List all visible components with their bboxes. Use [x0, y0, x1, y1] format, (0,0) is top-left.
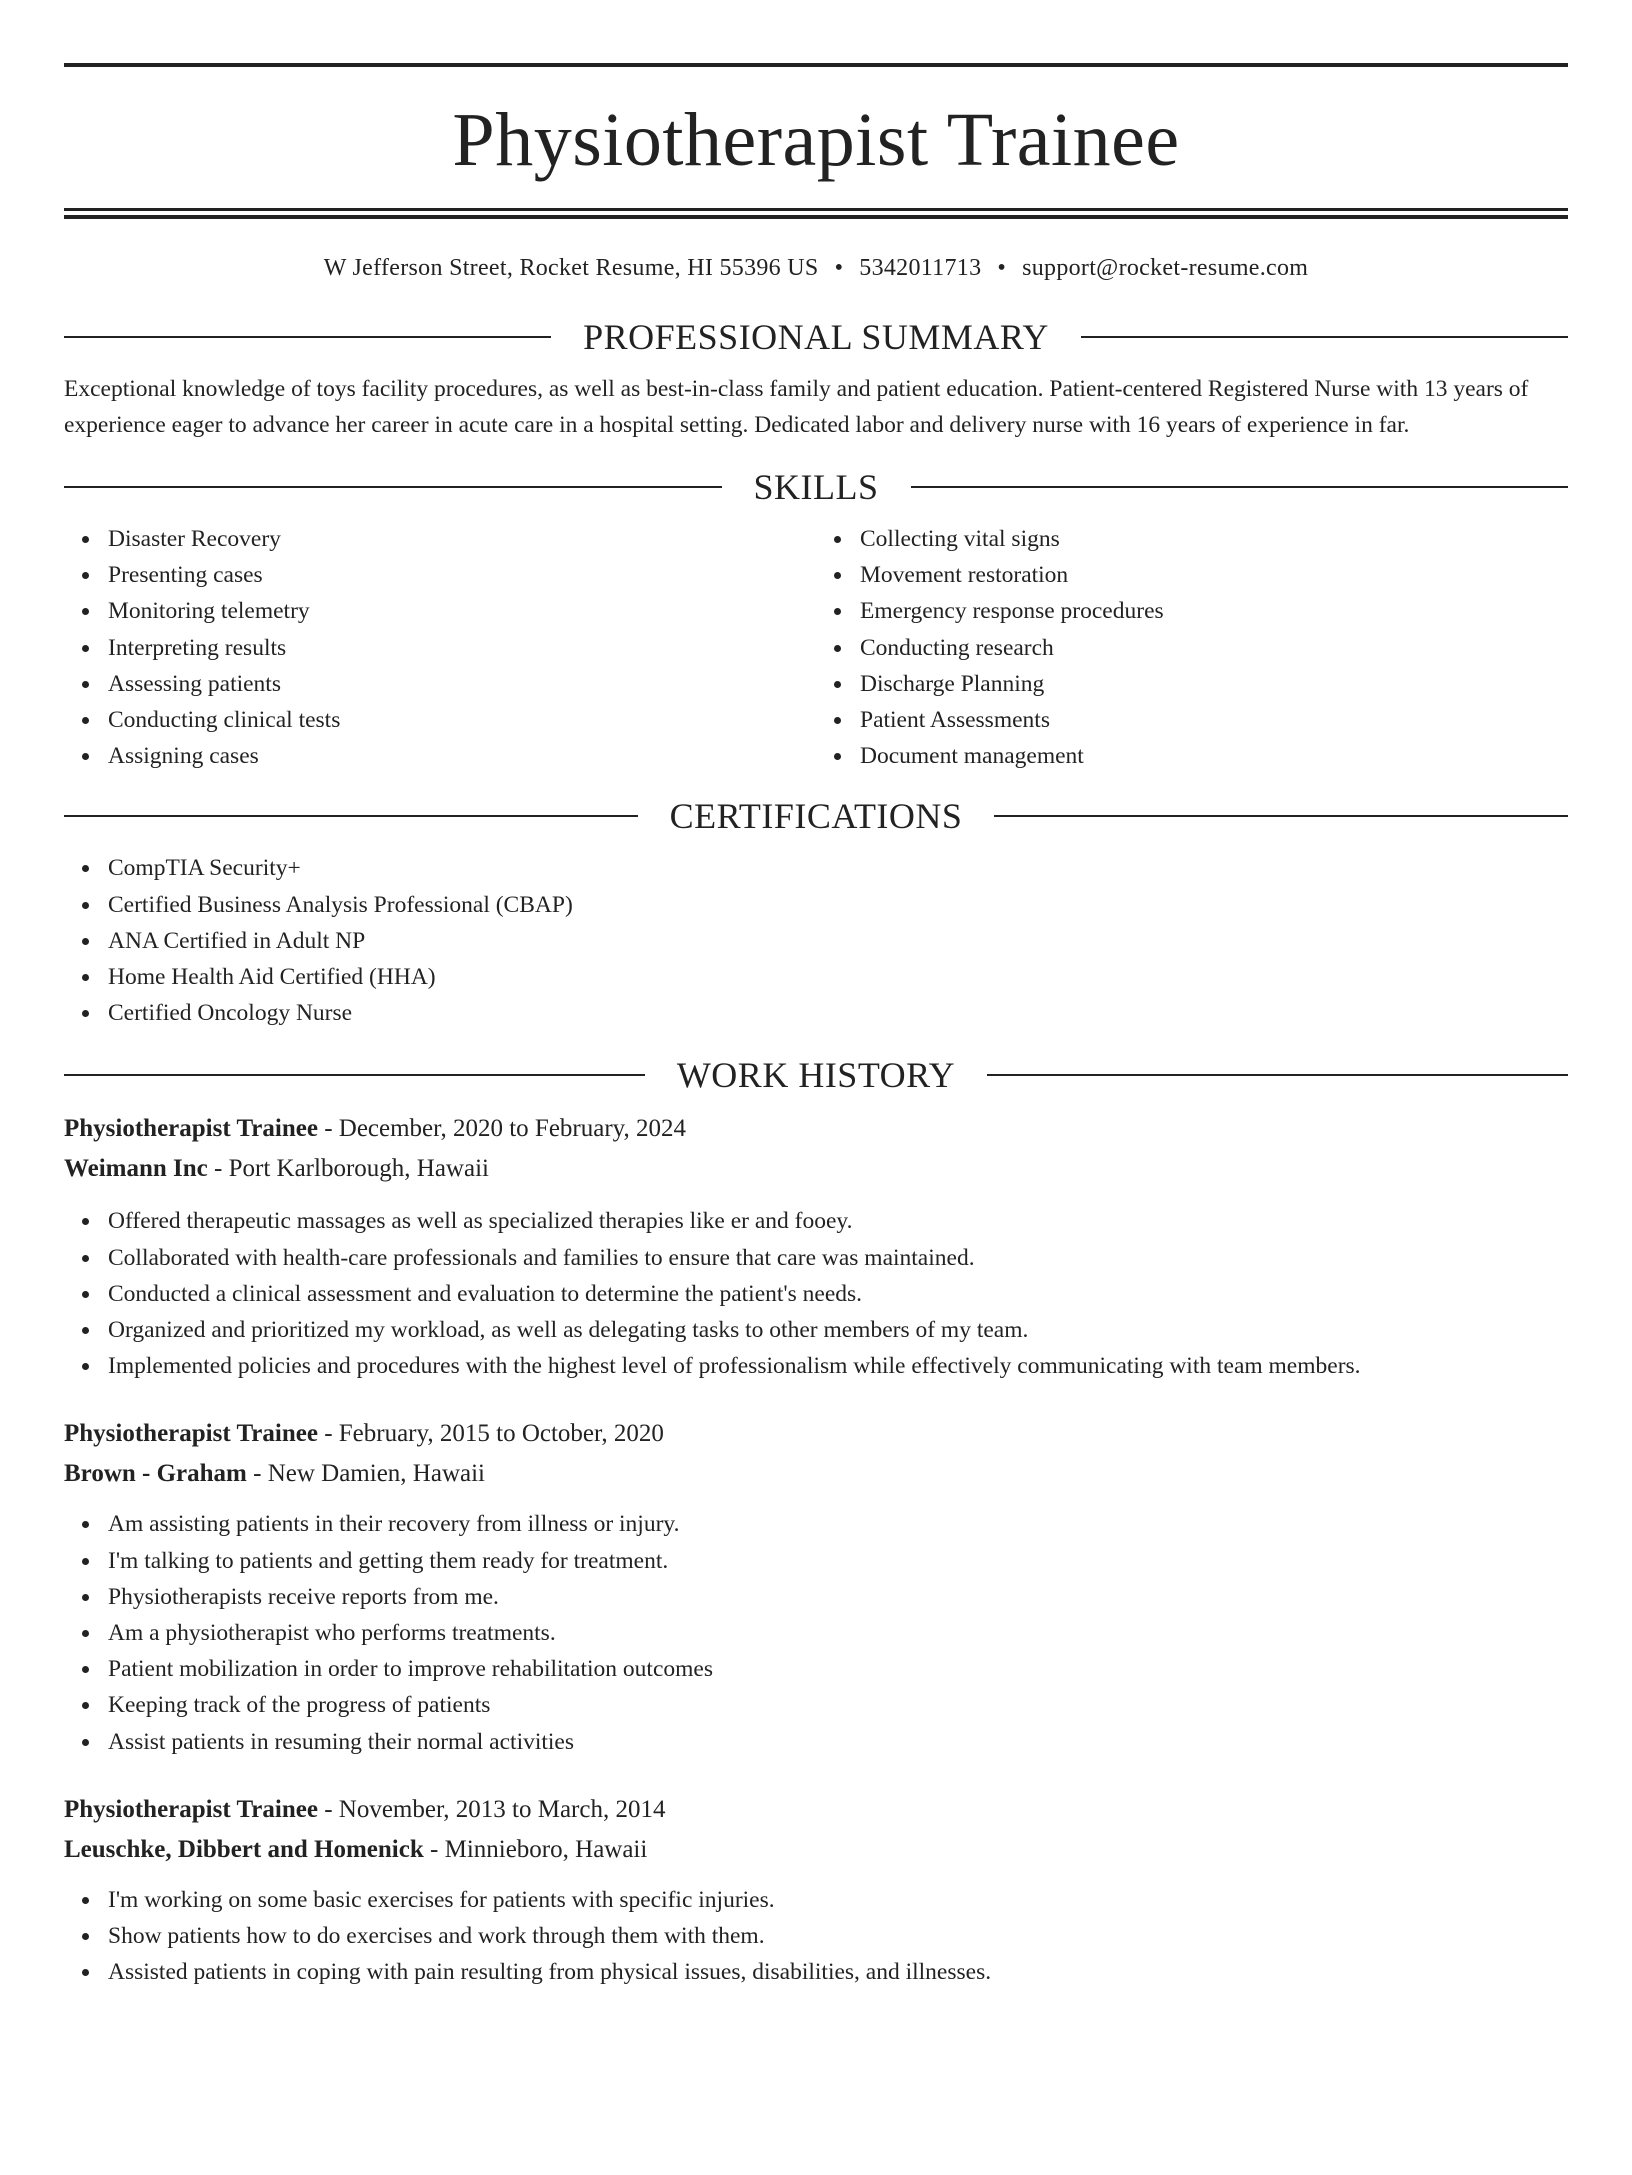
summary-heading-label: PROFESSIONAL SUMMARY	[583, 317, 1049, 357]
heading-rule-right	[911, 486, 1569, 488]
job-bullet: Conducted a clinical assessment and evaluation to determine the patient's needs.	[108, 1276, 1568, 1312]
certification-item: Certified Oncology Nurse	[108, 995, 1568, 1031]
heading-rule-right	[1081, 336, 1568, 338]
job-dates: February, 2015 to October, 2020	[338, 1420, 664, 1448]
heading-rule-left	[64, 1074, 645, 1076]
resume-title: Physiotherapist Trainee	[452, 98, 1180, 182]
job-bullet: Offered therapeutic massages as well as specialized therapies like er and fooey.	[108, 1203, 1568, 1239]
job-company-line	[64, 1151, 1568, 1187]
job-dash: -	[317, 1795, 339, 1823]
contact-email: support@rocket-resume.com	[1022, 255, 1309, 281]
job-bullets	[64, 1203, 1568, 1384]
skill-item: Discharge Planning	[860, 666, 1568, 702]
job-title-line	[64, 1792, 1568, 1828]
summary-line: Exceptional knowledge of toys facility procedures, as well as best-in-class family and patient education. Patient-centered Registered Nurse with 13	[64, 376, 1448, 402]
heading-rule-right	[987, 1074, 1568, 1076]
job-dash: -	[317, 1420, 339, 1448]
contact-separator: •	[997, 255, 1007, 281]
certifications-heading	[64, 794, 1568, 838]
skills-heading	[64, 465, 1568, 509]
job-bullet: Assist patients in resuming their normal activities	[108, 1724, 1568, 1760]
double-rule	[64, 208, 1568, 219]
skill-item: Document management	[860, 738, 1568, 774]
job-bullet: Patient mobilization in order to improve rehabilitation outcomes	[108, 1651, 1568, 1687]
resume-page	[0, 63, 1632, 2175]
job-entry	[64, 1416, 1568, 1759]
certifications-list	[64, 850, 1568, 1031]
skill-item: Collecting vital signs	[860, 521, 1568, 557]
job-dates: December, 2020 to February, 2024	[338, 1115, 687, 1143]
job-dash: -	[246, 1460, 268, 1488]
skill-item: Disaster Recovery	[108, 521, 816, 557]
skills-heading-label: SKILLS	[753, 467, 879, 507]
job-company-line	[64, 1456, 1568, 1492]
job-bullets	[64, 1882, 1568, 1991]
summary-line: far.	[1378, 412, 1410, 438]
skill-item: Monitoring telemetry	[108, 593, 816, 629]
contact-phone: 5342011713	[859, 255, 982, 281]
skills-grid	[64, 521, 1568, 774]
top-rule	[64, 63, 1568, 67]
job-bullet: I'm working on some basic exercises for patients with specific injuries.	[108, 1882, 1568, 1918]
job-entry	[64, 1792, 1568, 1991]
summary-heading	[64, 315, 1568, 359]
job-dash: -	[317, 1115, 339, 1143]
job-bullet: Keeping track of the progress of patients	[108, 1687, 1568, 1723]
heading-rule-left	[64, 815, 638, 817]
skill-item: Assessing patients	[108, 666, 816, 702]
job-bullets	[64, 1506, 1568, 1759]
skill-item: Interpreting results	[108, 630, 816, 666]
skill-item: Conducting clinical tests	[108, 702, 816, 738]
skill-item: Conducting research	[860, 630, 1568, 666]
job-bullet: Implemented policies and procedures with the highest level of professionalism while effectively communicating with team members.	[108, 1348, 1568, 1384]
job-title: Physiotherapist Trainee	[64, 1115, 318, 1143]
skill-item: Movement restoration	[860, 557, 1568, 593]
job-entry	[64, 1111, 1568, 1384]
contact-line	[64, 253, 1568, 283]
job-company: Leuschke, Dibbert and Homenick	[64, 1835, 424, 1863]
job-bullet: Show patients how to do exercises and work through them with them.	[108, 1918, 1568, 1954]
job-dash: -	[207, 1155, 229, 1183]
work-history-heading-label: WORK HISTORY	[676, 1055, 956, 1096]
skill-item: Presenting cases	[108, 557, 816, 593]
job-title: Physiotherapist Trainee	[64, 1420, 318, 1448]
job-title-line	[64, 1111, 1568, 1147]
work-history-heading	[64, 1053, 1568, 1097]
job-bullet: Physiotherapists receive reports from me.	[108, 1579, 1568, 1615]
heading-rule-right	[994, 815, 1568, 817]
heading-rule-left	[64, 336, 551, 338]
job-dates: November, 2013 to March, 2014	[338, 1795, 666, 1823]
job-title: Physiotherapist Trainee	[64, 1795, 318, 1823]
job-dash: -	[423, 1835, 445, 1863]
certification-item: Certified Business Analysis Professional (CBAP)	[108, 887, 1568, 923]
job-bullet: Collaborated with health-care professionals and families to ensure that care was maintained.	[108, 1240, 1568, 1276]
contact-separator: •	[834, 255, 844, 281]
job-location: New Damien, Hawaii	[267, 1460, 485, 1488]
job-company-line	[64, 1832, 1568, 1868]
job-company: Brown - Graham	[64, 1460, 247, 1488]
job-bullet: Organized and prioritized my workload, as well as delegating tasks to other members of my team.	[108, 1312, 1568, 1348]
skill-item: Emergency response procedures	[860, 593, 1568, 629]
job-location: Port Karlborough, Hawaii	[228, 1155, 489, 1183]
certification-item: Home Health Aid Certified (HHA)	[108, 959, 1568, 995]
contact-address: W Jefferson Street, Rocket Resume, HI 55396 US	[323, 255, 819, 281]
certification-item: ANA Certified in Adult NP	[108, 923, 1568, 959]
skills-list-right	[816, 521, 1568, 774]
summary-text	[64, 371, 1568, 443]
job-company: Weimann Inc	[64, 1155, 208, 1183]
job-bullet: I'm talking to patients and getting them ready for treatment.	[108, 1543, 1568, 1579]
job-title-line	[64, 1416, 1568, 1452]
summary-line: years of experience eager to advance her career in acute care in a hospital setting. Dedicated labor and delivery nurse with 16 years of experience in	[64, 376, 1529, 438]
job-bullet: Assisted patients in coping with pain resulting from physical issues, disabilities, and illnesses.	[108, 1954, 1568, 1990]
heading-rule-left	[64, 486, 722, 488]
skill-item: Patient Assessments	[860, 702, 1568, 738]
job-bullet: Am a physiotherapist who performs treatments.	[108, 1615, 1568, 1651]
skill-item: Assigning cases	[108, 738, 816, 774]
certifications-heading-label: CERTIFICATIONS	[669, 796, 963, 837]
skills-list-left	[64, 521, 816, 774]
certification-item: CompTIA Security+	[108, 850, 1568, 886]
job-location: Minnieboro, Hawaii	[444, 1835, 648, 1863]
job-bullet: Am assisting patients in their recovery from illness or injury.	[108, 1506, 1568, 1542]
